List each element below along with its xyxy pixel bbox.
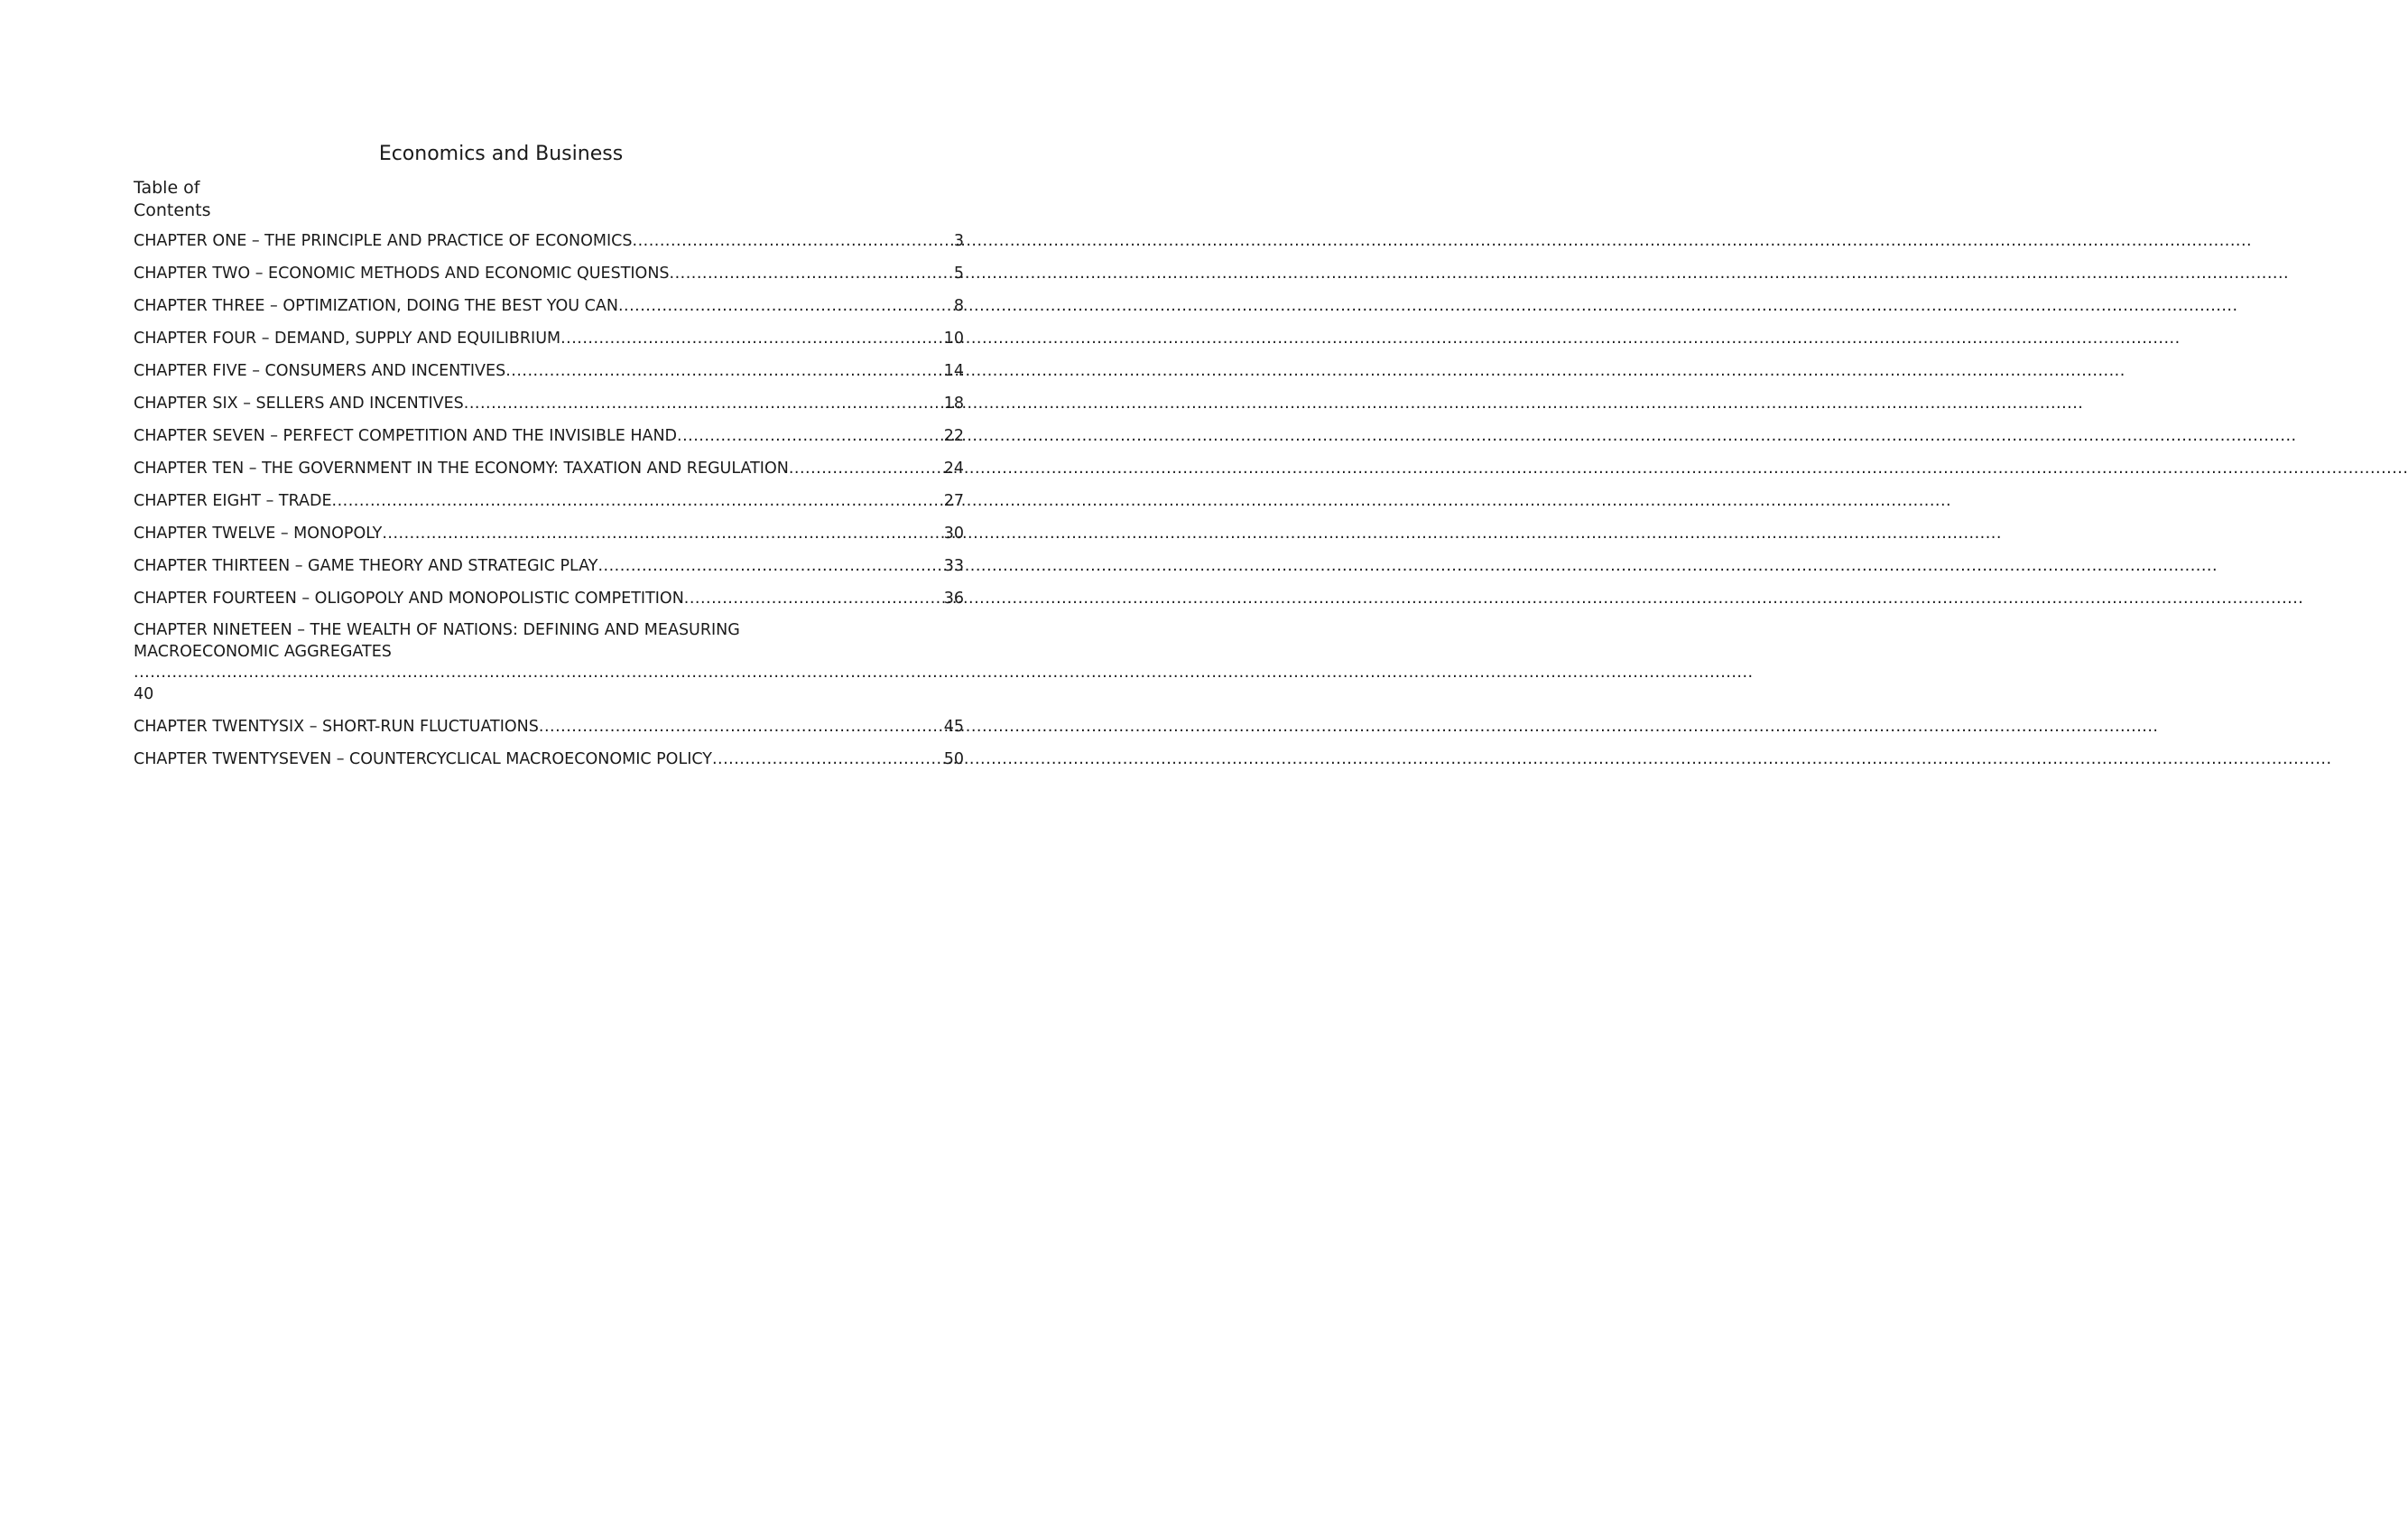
toc-dot-leader — [670, 263, 954, 284]
toc-heading: Table of Contents — [134, 178, 211, 220]
toc-entry-label: CHAPTER EIGHT – TRADE — [134, 492, 332, 510]
toc-entry[interactable] — [134, 393, 964, 425]
toc-dot-leader — [382, 523, 943, 544]
toc-page-number: 5 — [953, 265, 964, 283]
toc-entry-label: CHAPTER NINETEEN – THE WEALTH OF NATIONS: DEFINING AND MEASURING MACROECONOMIC AGGREGATES — [134, 621, 740, 661]
toc-page-number: 30 — [943, 525, 964, 543]
toc-entry-label: CHAPTER TWELVE – MONOPOLY — [134, 525, 383, 543]
toc-entry[interactable] — [134, 620, 964, 716]
toc-entry-label: CHAPTER TWENTYSIX – SHORT-RUN FLUCTUATIONS — [134, 718, 539, 736]
toc-entry[interactable] — [134, 328, 964, 360]
toc-entry-label: CHAPTER FOUR – DEMAND, SUPPLY AND EQUILIBRIUM — [134, 330, 561, 348]
toc-page-number: 24 — [943, 460, 964, 478]
toc-page-number: 45 — [943, 718, 964, 736]
toc-dot-leader — [134, 663, 939, 684]
toc-entry-label: CHAPTER TWO – ECONOMIC METHODS AND ECONOMIC QUESTIONS — [134, 265, 670, 283]
toc-entry-label: CHAPTER TEN – THE GOVERNMENT IN THE ECONOMY: TAXATION AND REGULATION — [134, 460, 789, 478]
toc-entry-label: CHAPTER ONE – THE PRINCIPLE AND PRACTICE OF ECONOMICS — [134, 232, 633, 250]
toc-entry[interactable] — [134, 360, 964, 393]
toc-dot-leader — [464, 393, 944, 414]
document-page — [0, 0, 1083, 1533]
toc-dot-leader — [712, 748, 944, 770]
toc-entry[interactable] — [134, 458, 964, 490]
toc-page-number: 8 — [953, 297, 964, 315]
toc-entry[interactable] — [134, 263, 964, 295]
toc-page-number: 36 — [943, 590, 964, 608]
toc-entry-label: CHAPTER SIX – SELLERS AND INCENTIVES — [134, 395, 464, 413]
toc-page-number: 33 — [943, 557, 964, 575]
toc-dot-leader — [332, 490, 944, 512]
toc-dot-leader — [633, 230, 954, 252]
toc-entry-label: CHAPTER TWENTYSEVEN – COUNTERCYCLICAL MACROECONOMIC POLICY — [134, 750, 712, 768]
toc-entry[interactable] — [134, 748, 964, 781]
toc-entry[interactable] — [134, 716, 964, 748]
document-title: Economics and Business — [378, 143, 624, 165]
toc-entry-label: CHAPTER THREE – OPTIMIZATION, DOING THE BEST YOU CAN — [134, 297, 618, 315]
toc-entry[interactable] — [134, 295, 964, 328]
toc-dot-leader — [560, 328, 944, 349]
toc-dot-leader — [539, 716, 944, 738]
toc-dot-leader — [597, 555, 943, 577]
toc-dot-leader — [618, 295, 954, 317]
toc-page-number: 40 — [134, 684, 154, 703]
toc-page-number: 22 — [943, 427, 964, 445]
toc-entry-label: CHAPTER SEVEN – PERFECT COMPETITION AND THE INVISIBLE HAND — [134, 427, 678, 445]
toc-entry[interactable] — [134, 425, 964, 458]
toc-page-number: 27 — [943, 492, 964, 510]
toc-dot-leader — [505, 360, 944, 382]
toc-entry[interactable] — [134, 588, 964, 620]
toc-entry[interactable] — [134, 523, 964, 555]
toc-entry-label: CHAPTER FIVE – CONSUMERS AND INCENTIVES — [134, 362, 506, 380]
toc-page-number: 14 — [943, 362, 964, 380]
toc-entry[interactable] — [134, 230, 964, 263]
toc-entry-label: CHAPTER FOURTEEN – OLIGOPOLY AND MONOPOLISTIC COMPETITION — [134, 590, 684, 608]
toc-dot-leader — [684, 588, 944, 609]
toc-dot-leader — [677, 425, 944, 447]
toc-dot-leader — [789, 458, 944, 479]
toc-page-number: 10 — [943, 330, 964, 348]
table-of-contents — [134, 230, 964, 781]
toc-page-number: 3 — [953, 232, 964, 250]
toc-entry[interactable] — [134, 555, 964, 588]
toc-entry-label: CHAPTER THIRTEEN – GAME THEORY AND STRATEGIC PLAY — [134, 557, 598, 575]
toc-page-number: 50 — [943, 750, 964, 768]
toc-entry[interactable] — [134, 490, 964, 523]
toc-page-number: 18 — [943, 395, 964, 413]
